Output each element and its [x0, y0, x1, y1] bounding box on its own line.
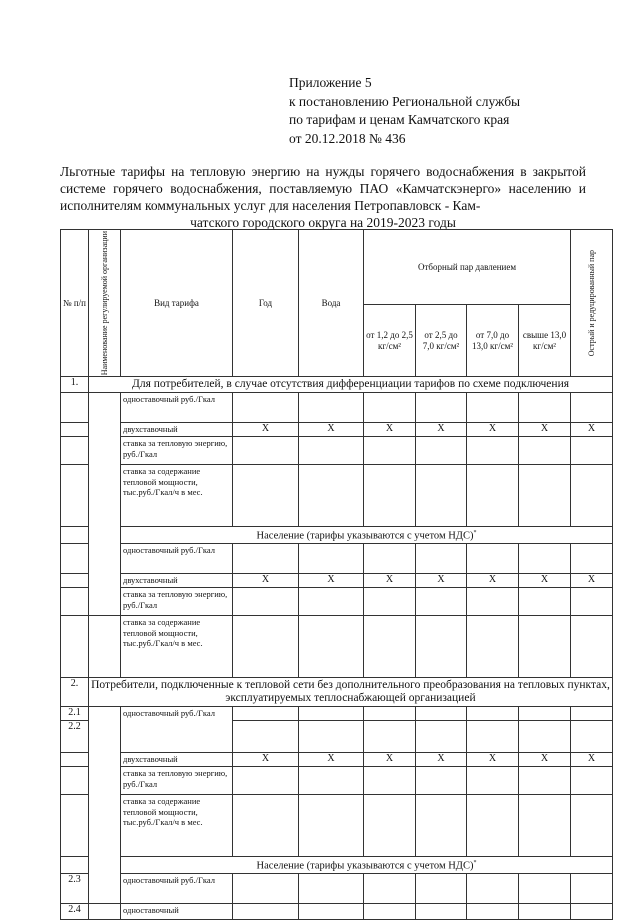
population-row: [121, 857, 613, 874]
tariff-type: ставка за тепловую энергию, руб./Гкал: [121, 437, 233, 465]
tariff-type-partial: одноставочный: [121, 904, 233, 920]
x-mark: X: [299, 753, 364, 767]
appendix-header: [289, 74, 520, 148]
appendix-ref-line: к постановлению Региональной службы: [289, 93, 521, 109]
x-mark: X: [233, 423, 299, 437]
document-title-main: Льготные тарифы на тепловую энергию на нужды горячего водоснабжения в закрытой системе горячего водоснабжения, поставляемую ПАО «Камчатскэнерго» населению и исполнителям коммунальных услуг для населения Петропавловск - Кам-: [60, 164, 586, 213]
tariff-type: одноставочный руб./Гкал: [121, 707, 233, 753]
x-mark: X: [299, 574, 364, 588]
header-type: Вид тарифа: [121, 230, 233, 377]
row-number: 2.2: [61, 721, 89, 753]
header-num: № п/п: [61, 230, 89, 377]
tariff-type: ставка за тепловую энергию, руб./Гкал: [121, 588, 233, 616]
section-number: 1.: [61, 377, 89, 393]
tariff-type: одноставочный руб./Гкал: [121, 544, 233, 574]
header-org: [89, 230, 121, 377]
x-mark: X: [571, 423, 613, 437]
header-sharp-text: Острый и редуцированный пар: [587, 250, 597, 357]
tariff-type: ставка за содержание тепловой мощности, тыс.руб./Гкал/ч в мес.: [121, 465, 233, 527]
header-org-text: Наименование регулируемой организации: [100, 231, 109, 376]
x-mark: X: [364, 753, 416, 767]
row-number: 2.4: [61, 904, 89, 920]
population-row: [121, 527, 613, 544]
x-mark: X: [519, 423, 571, 437]
population-label: Население (тарифы указываются с учетом НДС): [256, 530, 474, 542]
tariff-type: ставка за тепловую энергию, руб./Гкал: [121, 767, 233, 795]
tariff-type: одноставочный руб./Гкал: [121, 874, 233, 904]
tariff-type: двухставочный: [121, 423, 233, 437]
section-title: Для потребителей, в случае отсутствия дифференциации тарифов по схеме подключения: [89, 377, 613, 393]
x-mark: X: [233, 574, 299, 588]
section-number: 2.: [61, 678, 89, 707]
footnote-mark: *: [473, 860, 477, 867]
x-mark: X: [467, 423, 519, 437]
header-pressure-1: от 1,2 до 2,5 кг/см²: [364, 305, 416, 377]
header-steam: Отборный пар давлением: [364, 230, 571, 305]
x-mark: X: [571, 574, 613, 588]
x-mark: X: [519, 574, 571, 588]
appendix-number: Приложение 5: [289, 75, 372, 90]
population-label: Население (тарифы указываются с учетом НДС): [256, 860, 474, 872]
document-title: [60, 163, 586, 231]
tariff-type: ставка за содержание тепловой мощности, тыс.руб./Гкал/ч в мес.: [121, 795, 233, 857]
x-mark: X: [571, 753, 613, 767]
row-number: 2.3: [61, 874, 89, 904]
x-mark: X: [364, 574, 416, 588]
section-title: Потребители, подключенные к тепловой сети без дополнительного преобразования на тепловых пунктах, эксплуатируемых теплоснабжающей организацией: [89, 678, 613, 707]
header-water: Вода: [299, 230, 364, 377]
tariff-table: [60, 229, 613, 920]
x-mark: X: [467, 574, 519, 588]
row-number: 2.1: [61, 707, 89, 721]
header-pressure-4: свыше 13,0 кг/см²: [519, 305, 571, 377]
x-mark: X: [416, 423, 467, 437]
appendix-ref-line: по тарифам и ценам Камчатского края: [289, 112, 510, 127]
footnote-mark: *: [473, 530, 477, 537]
x-mark: X: [233, 753, 299, 767]
header-sharp: [571, 230, 613, 377]
tariff-type: ставка за содержание тепловой мощности, тыс.руб./Гкал/ч в мес.: [121, 616, 233, 678]
header-pressure-3: от 7,0 до 13,0 кг/см²: [467, 305, 519, 377]
x-mark: X: [416, 574, 467, 588]
x-mark: X: [416, 753, 467, 767]
tariff-type: двухставочный: [121, 574, 233, 588]
x-mark: X: [299, 423, 364, 437]
header-year: Год: [233, 230, 299, 377]
x-mark: X: [519, 753, 571, 767]
x-mark: X: [467, 753, 519, 767]
appendix-date: от 20.12.2018 № 436: [289, 130, 406, 146]
tariff-type: одноставочный руб./Гкал: [121, 393, 233, 423]
x-mark: X: [364, 423, 416, 437]
document-title-last: чатского городского округа на 2019-2023 годы: [190, 215, 456, 230]
tariff-type: двухставочный: [121, 753, 233, 767]
header-pressure-2: от 2,5 до 7,0 кг/см²: [416, 305, 467, 377]
